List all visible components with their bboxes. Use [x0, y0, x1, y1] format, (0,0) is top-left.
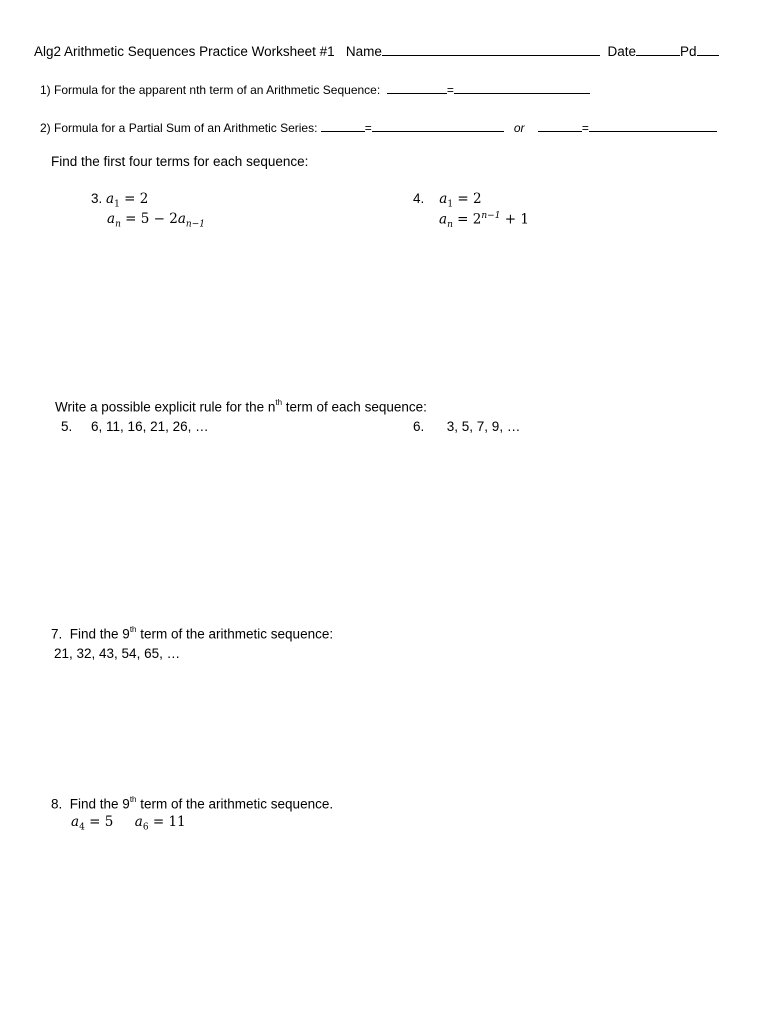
- problem-7-text: Find the 9: [69, 626, 130, 642]
- worksheet-title: Alg2 Arithmetic Sequences Practice Worksheet #1: [34, 44, 335, 59]
- problem-4: [413, 191, 529, 230]
- period-blank[interactable]: [697, 42, 719, 56]
- p8-sub-4: 4: [79, 822, 85, 833]
- p8-sub-6: 6: [142, 822, 149, 833]
- p4-sub-n: n: [447, 219, 453, 230]
- p4-exponent: n−1: [481, 210, 501, 221]
- p3-var: a: [106, 191, 115, 207]
- section-2-text-end: term of each sequence:: [282, 399, 427, 415]
- p4-var-n: a: [439, 211, 448, 228]
- problem-8-number: 8.: [51, 796, 63, 812]
- q2-blank-2[interactable]: [372, 118, 504, 132]
- section-2-sup: th: [275, 398, 283, 407]
- problem-5-number: 5.: [61, 419, 73, 434]
- p4-var: a: [439, 191, 448, 207]
- problem-8-givens: [71, 814, 333, 833]
- p8-value-4: = 5: [89, 813, 114, 830]
- problem-3-number: 3.: [91, 191, 103, 206]
- q2-equals-1: =: [364, 121, 372, 135]
- problem-8-text: Find the 9: [69, 796, 130, 812]
- date-label: Date: [607, 44, 636, 59]
- p4-rhs: = 2: [457, 191, 482, 207]
- p4-plus-one: + 1: [500, 211, 529, 228]
- name-label: Name: [345, 44, 382, 59]
- problem-6-sequence: 3, 5, 7, 9, …: [446, 419, 521, 434]
- name-blank[interactable]: [382, 42, 600, 56]
- problem-7-text-end: term of the arithmetic sequence:: [136, 626, 334, 642]
- problem-7-number: 7.: [51, 626, 63, 642]
- q1-blank-right[interactable]: [454, 80, 590, 94]
- problem-7-sup: th: [129, 625, 137, 634]
- problem-3: [91, 191, 205, 229]
- p3-sub: 1: [114, 199, 120, 210]
- p3-sub-prev: n−1: [185, 219, 205, 230]
- period-label: Pd: [679, 44, 697, 59]
- p3-var-n: a: [107, 210, 116, 227]
- q2-blank-3[interactable]: [538, 118, 582, 132]
- p4-sub: 1: [447, 199, 454, 210]
- q1-blank-left[interactable]: [387, 80, 447, 94]
- q2-blank-1[interactable]: [321, 118, 365, 132]
- section-2-text: Write a possible explicit rule for the n: [55, 399, 276, 415]
- q2-or: or: [513, 121, 525, 135]
- p8-value-6: = 11: [152, 813, 186, 830]
- problem-5: [61, 419, 209, 434]
- problem-7-sequence: 21, 32, 43, 54, 65, …: [54, 645, 181, 661]
- date-blank[interactable]: [636, 42, 680, 56]
- problem-5-sequence: 6, 11, 16, 21, 26, …: [91, 419, 209, 434]
- p4-expr: = 2: [457, 211, 482, 228]
- p8-var-4: a: [71, 813, 80, 830]
- question-1-text: 1) Formula for the apparent nth term of an Arithmetic Sequence:: [40, 83, 381, 97]
- p8-var-6: a: [134, 813, 143, 830]
- q1-equals: =: [446, 83, 454, 97]
- p3-expr: = 5 − 2: [125, 210, 178, 227]
- problem-8: [51, 796, 333, 832]
- q2-equals-2: =: [581, 121, 589, 135]
- worksheet-header: [34, 42, 719, 59]
- question-1: [40, 80, 590, 97]
- question-2-text: 2) Formula for a Partial Sum of an Arithmetic Series:: [40, 121, 318, 135]
- problem-6-number: 6.: [413, 419, 425, 434]
- section-2-instruction: [55, 399, 427, 415]
- problem-8-text-end: term of the arithmetic sequence.: [136, 796, 334, 812]
- question-2: [40, 118, 717, 135]
- problem-8-sup: th: [129, 795, 137, 804]
- p3-sub-n: n: [115, 219, 121, 230]
- section-1-instruction: Find the first four terms for each sequence:: [51, 154, 309, 169]
- problem-4-number: 4.: [413, 191, 425, 206]
- problem-7: [51, 626, 333, 661]
- p3-var-prev: a: [177, 210, 186, 227]
- p3-rhs: = 2: [124, 191, 149, 207]
- q2-blank-4[interactable]: [589, 118, 717, 132]
- problem-6: [413, 419, 520, 434]
